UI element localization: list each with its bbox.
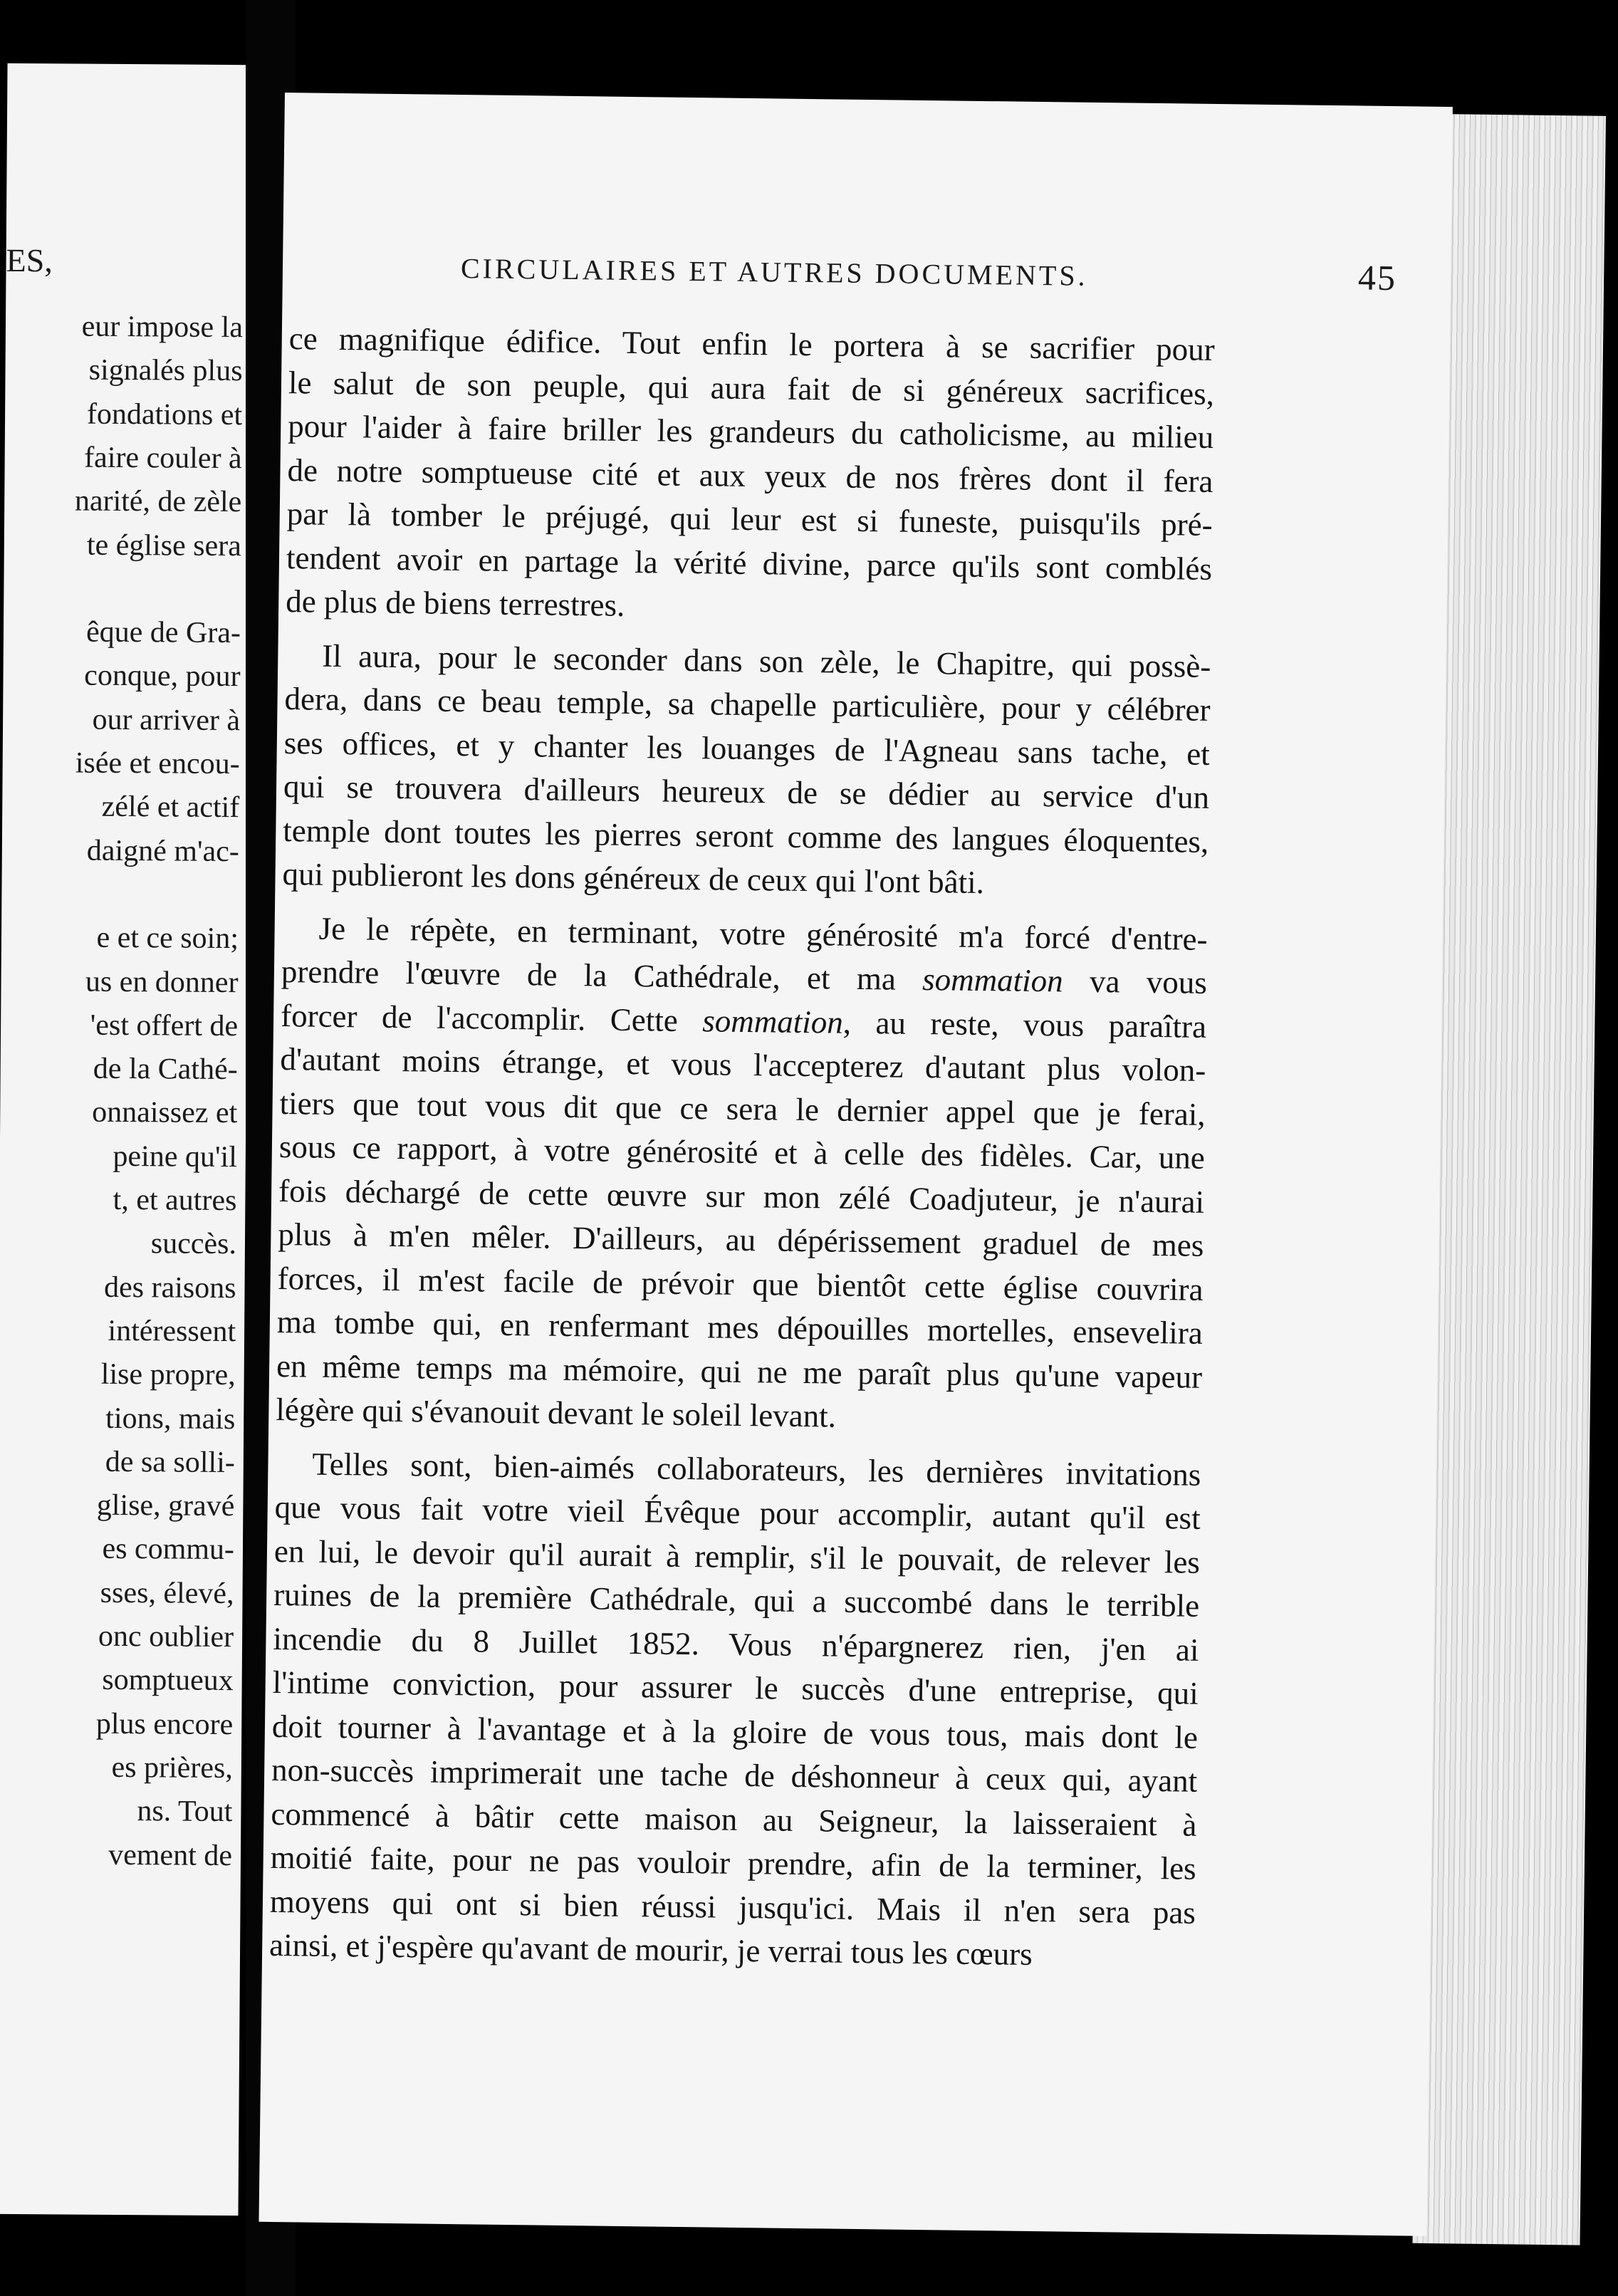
left-page-text [8,63,254,1872]
italic-word: sommation [922,961,1063,999]
left-page-line: intéressent [108,1314,236,1349]
right-page [259,93,1452,2236]
text-line: ses offices, et y chanter les louanges de l'Agneau sans tache, et [283,724,1211,772]
left-page-line: eur impose la [81,310,244,345]
left-page-line: glise, gravé [96,1488,235,1523]
left-page-line: de la Cathé- [93,1052,238,1087]
text-line: commencé à bâtir cette maison au Seigneur, la laisseraient à [271,1795,1197,1843]
left-page-line: daigné m'ac- [86,834,239,868]
left-page-line: narité, de zèle [74,484,242,519]
text-line: de plus de biens terrestres. [285,583,625,623]
text-line: moyens qui ont si bien réussi jusqu'ici. Mais il n'en sera pas [269,1883,1196,1931]
page-number: 45 [1357,257,1397,298]
left-page-line: 'est offert de [90,1008,239,1043]
italic-word: sommation [701,1002,844,1040]
text-line: dera, dans ce beau temple, sa chapelle particulière, pour y célébrer [284,681,1211,728]
text-line: forcer de l'accomplir. Cette sommation, au reste, vous paraîtra [280,997,1207,1045]
text-line: tendent avoir en partage la vérité divine, parce qu'ils sont comblés [286,539,1213,587]
left-page-line: de sa solli- [105,1445,235,1479]
text-line: ce magnifique édifice. Tout enfin le portera à se sacrifier pour [288,320,1215,367]
left-page-line: us en donner [85,965,239,999]
text-line: ainsi, et j'espère qu'avant de mourir, je verrai tous les cœurs [268,1926,1033,1973]
text-line: d'autant moins étrange, et vous l'accepterez d'autant plus volon- [280,1041,1206,1088]
text-line: de notre somptueuse cité et aux yeux de nos frères dont il fera [287,452,1214,499]
text-line: sous ce rapport, à votre générosité et à celle des fidèles. Car, une [278,1129,1206,1176]
left-page-line: sses, élevé, [100,1576,234,1610]
text-line: légère qui s'évanouit devant le soleil levant. [276,1391,837,1434]
text-line: Il aura, pour le seconder dans son zèle, le Chapitre, qui possè- [322,637,1211,684]
left-page-line: t, et autres [113,1183,237,1218]
text-line: en même temps ma mémoire, qui ne me paraît plus qu'une vapeur [276,1347,1203,1395]
running-head [460,251,1522,298]
text-line: en lui, le devoir qu'il aurait à remplir, s'il le pouvait, de relever les [273,1533,1201,1580]
left-page-line: ns. Tout [137,1795,233,1829]
left-page-line: vement de [108,1838,233,1872]
text-line: qui publieront les dons généreux de ceux qui l'ont bâti. [282,856,985,901]
text-line: Je le répète, en terminant, votre générosité m'a forcé d'entre- [318,910,1208,957]
paragraph [276,907,1208,1444]
body-text [269,317,1215,1978]
left-page-line: êque de Gra- [85,615,241,650]
paragraph [269,1441,1201,1978]
text-line: non-succès imprimerait une tache de déshonneur à ceux qui, ayant [271,1751,1198,1799]
text-line: l'intime conviction, pour assurer le succès d'une entreprise, qui [272,1664,1199,1711]
text-line: ruines de la première Cathédrale, qui a succombé dans le terrible [273,1576,1200,1624]
left-page-line: peine qu'il [113,1139,237,1174]
left-page-line: signalés plus [88,353,243,388]
left-page-line: onnaissez et [92,1096,238,1130]
text-line: le salut de son peuple, qui aura fait de si généreux sacrifices, [288,364,1215,412]
text-line: incendie du 8 Juillet 1852. Vous n'épargnerez rien, j'en ai [273,1620,1199,1668]
left-page-line: somptueux [102,1664,234,1698]
text-line: ma tombe qui, en renfermant mes dépouilles mortelles, ensevelira [276,1303,1204,1351]
left-page-header-fragment: ES, [6,241,53,279]
left-page-line: conque, pour [84,659,241,694]
left-page-line: faire couler à [84,441,242,476]
left-facing-page [0,63,254,2216]
text-line: moitié faite, pour ne pas vouloir prendre, afin de la terminer, les [270,1839,1196,1887]
left-page-line: zélé et actif [101,790,240,825]
left-page-line: succès. [150,1227,237,1261]
text-line: prendre l'œuvre de la Cathédrale, et ma sommation va vous [281,954,1208,1001]
left-page-line: des raisons [103,1270,236,1305]
text-line: doit tourner à l'avantage et à la gloire de vous tous, mais dont le [271,1708,1199,1755]
left-page-line: fondations et [86,397,243,432]
left-page-line: onc oublier [98,1619,234,1654]
left-page-line: es prières, [111,1750,233,1785]
left-page-line: e et ce soin; [96,921,239,956]
text-line: forces, il m'est facile de prévoir que bientôt cette église couvrira [277,1260,1204,1308]
text-line: temple dont toutes les pierres seront comme des langues éloquentes, [283,812,1209,860]
left-page-line: our arriver à [92,703,241,737]
left-page-line: tions, mais [105,1402,236,1436]
text-line: tiers que tout vous dit que ce sera le dernier appel que je ferai, [279,1085,1206,1132]
text-line: qui se trouvera d'ailleurs heureux de se dédier au service d'un [283,768,1210,815]
running-head-title: CIRCULAIRES ET AUTRES DOCUMENTS. [460,252,1088,292]
left-page-line: te église sera [86,528,241,563]
left-page-line: isée et encou- [75,746,240,781]
text-line: par là tomber le préjugé, qui leur est si funeste, puisqu'ils pré- [286,496,1213,543]
text-line: que vous fait votre vieil Évêque pour accomplir, autant qu'il est [274,1488,1201,1536]
paragraph [286,317,1215,635]
text-line: pour l'aider à faire briller les grandeurs du catholicisme, au milieu [287,408,1214,455]
left-page-line: es commu- [102,1533,235,1567]
text-line: plus à m'en mêler. D'ailleurs, au dépérissement graduel de mes [278,1216,1204,1263]
left-page-line: lise propre, [100,1357,236,1392]
left-page-line: plus encore [95,1707,234,1741]
text-line: Telles sont, bien-aimés collaborateurs, les dernières invitations [312,1446,1201,1493]
paragraph [282,634,1211,908]
text-line: fois déchargé de cette œuvre sur mon zélé Coadjuteur, je n'aurai [278,1172,1205,1220]
